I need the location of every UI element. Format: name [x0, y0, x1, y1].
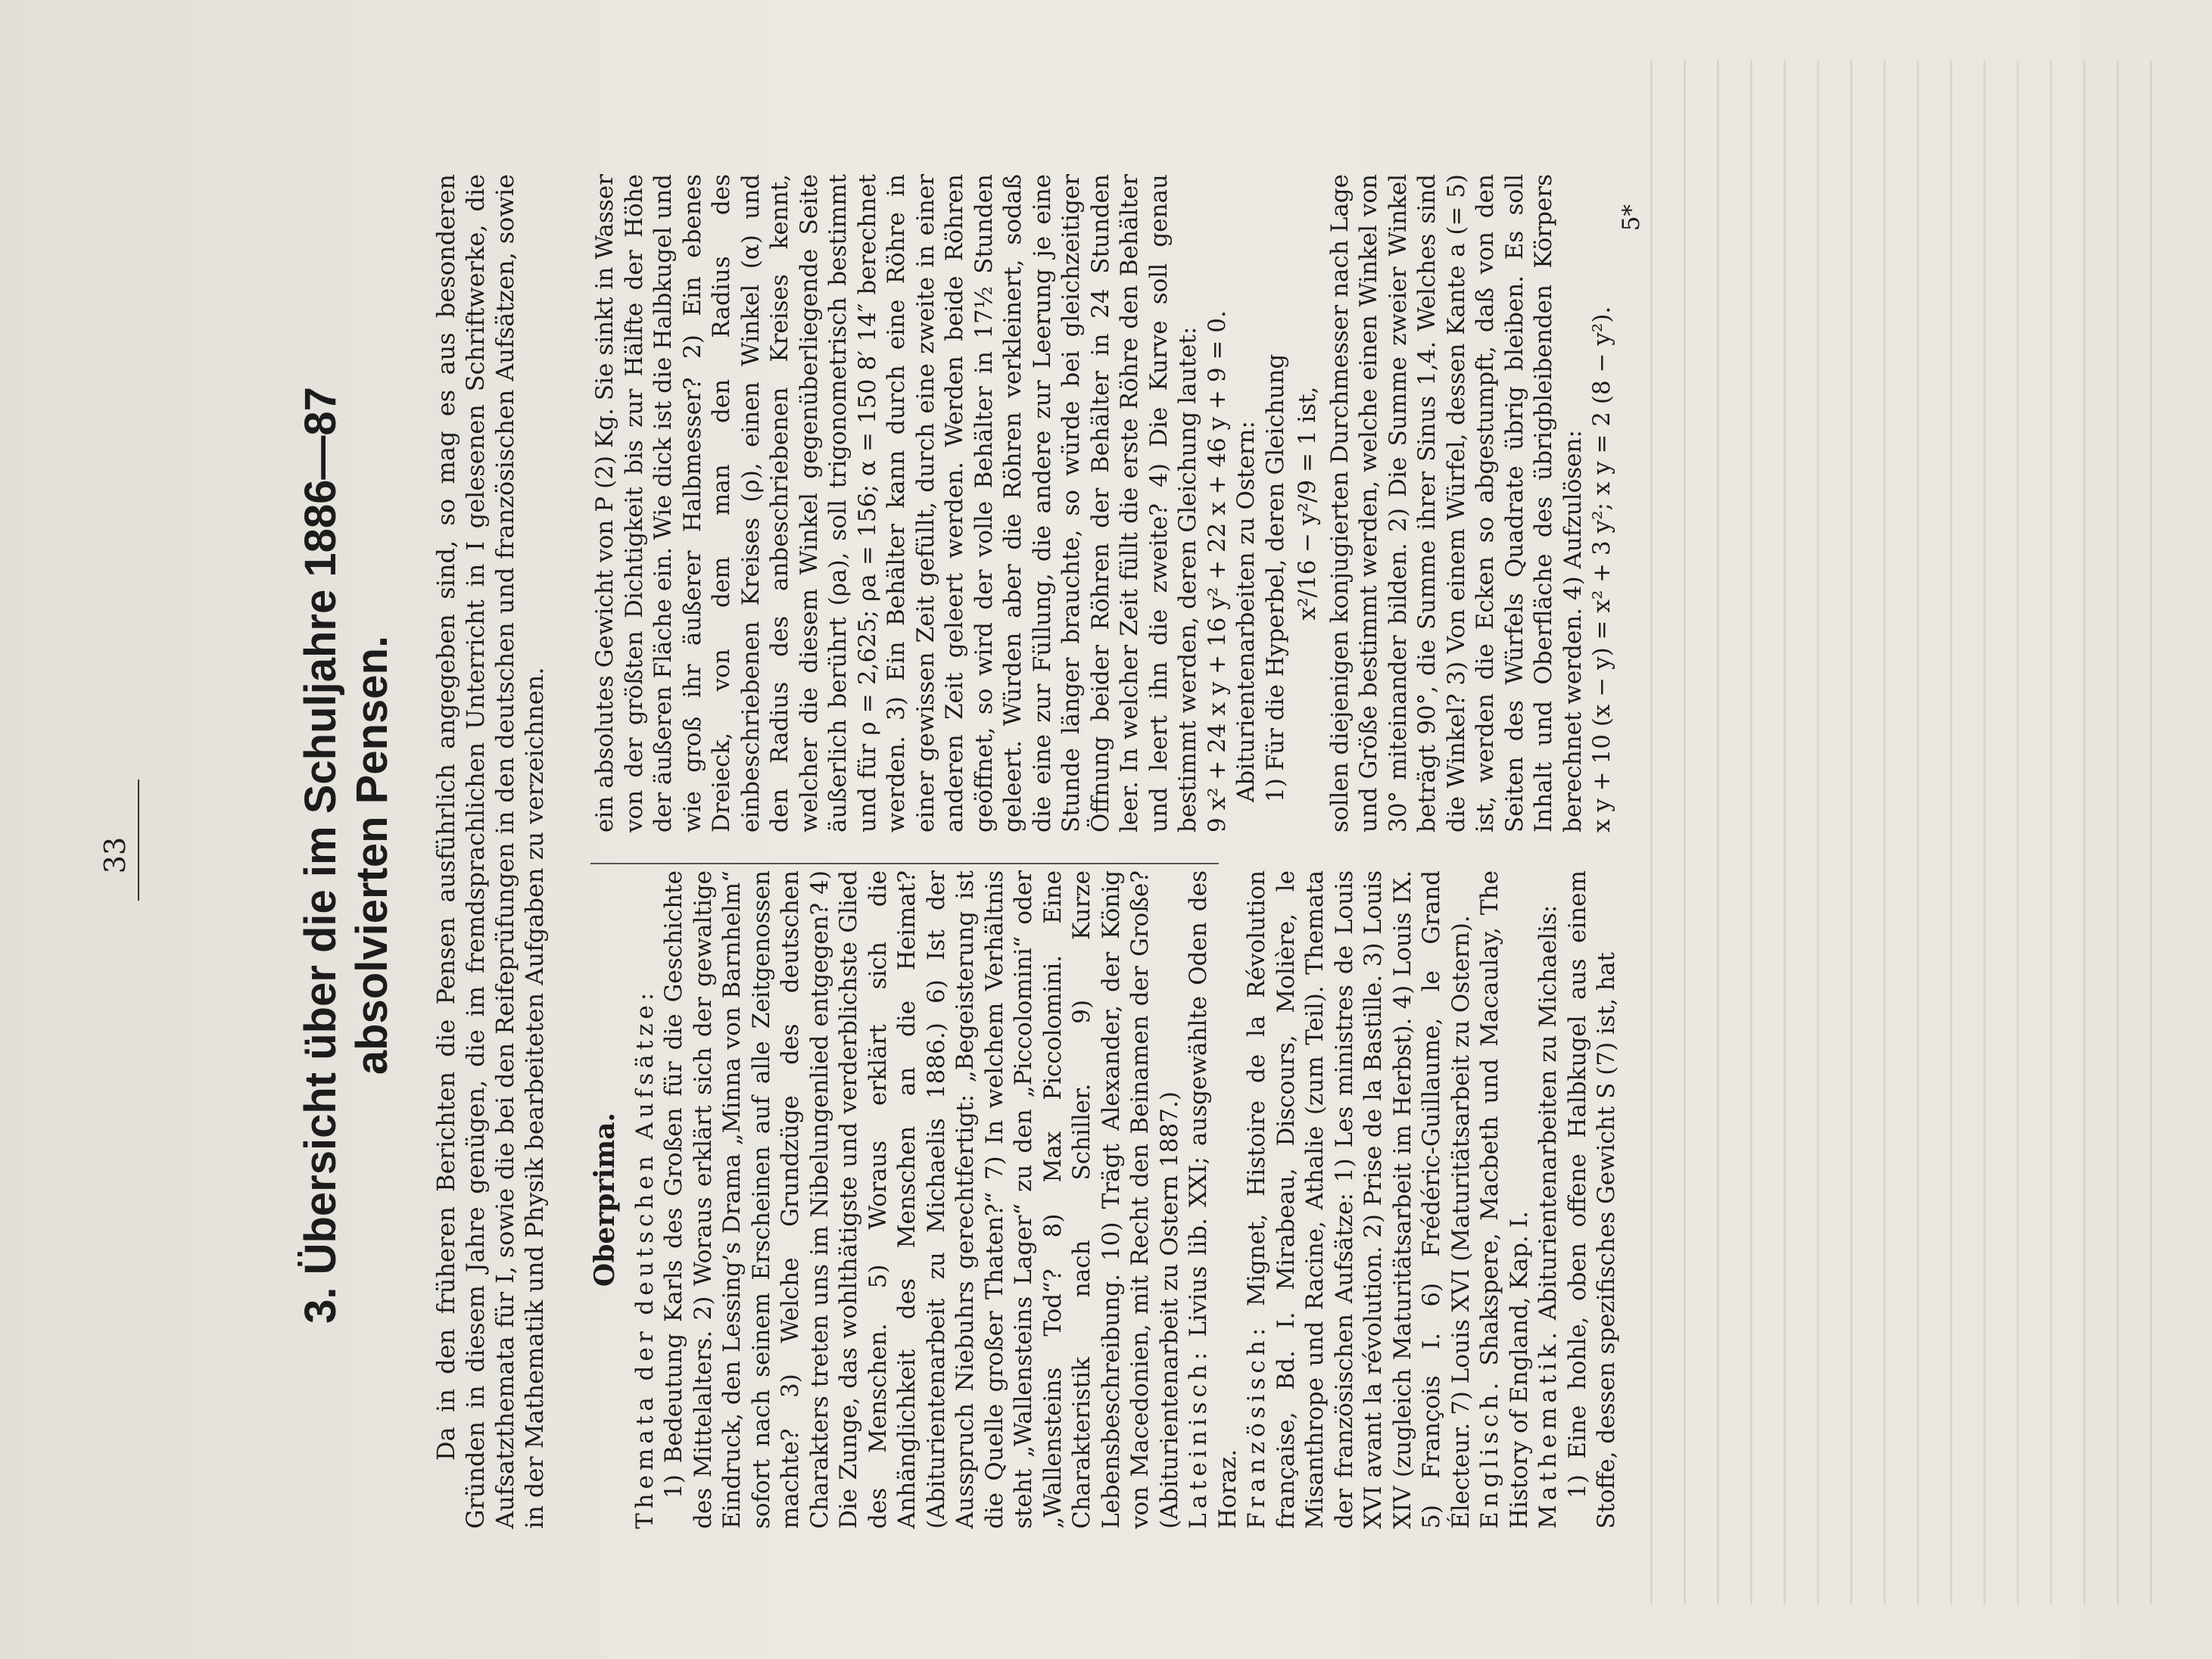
themata-label: Themata der deutschen Aufsätze:: [631, 988, 659, 1529]
header-rule: [138, 780, 139, 901]
column-divider: [590, 863, 1219, 864]
engl-label: Englisch.: [1476, 1377, 1503, 1529]
title-line-1: 3. Übersicht über die im Schuljahre 1886—87: [296, 387, 345, 1324]
left-column: [590, 870, 1622, 1529]
math-label: Mathematik.: [1534, 1328, 1562, 1529]
math-item-1: 1) Eine hohle, oben offene Halbkugel aus einem Stoffe, dessen spezifisches Gewicht S (7) ist, hat: [1563, 870, 1620, 1529]
latein-label: Lateinisch:: [1185, 1347, 1212, 1529]
equation-curve: 9 x² + 24 x y + 16 y² + 22 x + 46 y + 9 = 0.: [1203, 310, 1231, 833]
latein-text: Livius lib. XXI; ausgewählte Oden des Horaz.: [1185, 870, 1242, 1529]
ostern-item-1: 1) Für die Hyperbel, deren Gleichung: [1261, 353, 1289, 802]
right-column: [590, 174, 1646, 833]
franz-paragraph: [1242, 870, 1475, 1529]
math-paragraph: [1534, 870, 1563, 1529]
right-paragraph-2: sollen diejenigen konjugierten Durchmesser nach Lage und Größe bestimmt werden, welche einen Winkel von 30° miteinander bilden. 2) Die Summe zweier Winkel beträgt 90°, die Summe ihrer Sinus 1,4. Welches sind die Winkel? 3) Von einem Würfel, dessen Kante a (= 5) ist, werden die Ecken so abgestumpft, daß von den Seiten des Würfels Quadrate übrig bleiben. Es soll Inhalt und Oberfläche des übrigbleibenden Körpers berechnet werden. 4) Aufzulösen:: [1326, 174, 1587, 833]
signature-mark: 5*: [1617, 204, 1645, 232]
engl-text: Shakspere, Macbeth und Macaulay, The History of England, Kap. I.: [1476, 870, 1533, 1529]
franz-label: Französisch:: [1243, 1323, 1270, 1529]
engl-paragraph: [1475, 870, 1534, 1529]
math-text: Abiturientenarbeiten zu Michaelis:: [1534, 904, 1562, 1321]
franz-text: Mignet, Histoire de la Révolution française, Bd. I. Mirabeau, Discours, Molière, le Misanthrope und Racine, Athalie (zum Teil). Themata der französischen Aufsätze: 1) Les ministres de Louis XVI avant la révolution. 2) Prise de la Bastille. 3) Louis XIV (zugleich Maturitätsarbeit im Herbst). 4) Louis IX. 5) François I. 6) Frédéric-Guillaume, le Grand Électeur. 7) Louis XVI (Maturitätsarbeit zu Ostern).: [1243, 870, 1475, 1529]
equation-system: x y + 10 (x − y) = x² + 3 y²; x y = 2 (8 − y²).: [1588, 306, 1615, 833]
document-page: [0, 83, 2120, 1627]
themata-text: 1) Bedeutung Karls des Großen für die Geschichte des Mittelalters. 2) Woraus erklärt sich der gewaltige Eindruck, den Lessing’s Drama „Minna von Barnhelm“ sofort nach seinem Erscheinen auf alle Zeitgenossen machte? 3) Welche Grundzüge des deutschen Charakters treten uns im Nibelungenlied entgegen? 4) Die Zunge, das wohlthätigste und verderblichste Glied des Menschen. 5) Woraus erklärt sich die Anhänglichkeit des Menschen an die Heimat? (Abiturientenarbeit zu Michaelis 1886.) 6) Ist der Ausspruch Niebuhrs gerechtfertigt: „Begeisterung ist die Quelle großer Thaten?“ 7) In welchem Verhältnis steht „Wallensteins Lager“ zu den „Piccolomini“ oder „Wallensteins Tod“? 8) Max Piccolomini. Eine Charakteristik nach Schiller. 9) Kurze Lebensbeschreibung. 10) Trägt Alexander, der König von Macedonien, mit Recht den Beinamen der Große? (Abiturientenarbeit zu Ostern 1887.): [660, 870, 1183, 1529]
title-line-2: absolvierten Pensen.: [347, 635, 397, 1075]
page-title: [295, 197, 398, 1514]
latein-paragraph: [1184, 870, 1242, 1529]
page-number: 33: [98, 836, 132, 874]
equation-hyperbola: x²/16 − y²/9 = 1 ist,: [1294, 386, 1321, 621]
right-paragraph-1: ein absolutes Gewicht von P (2) Kg. Sie sinkt in Wasser von der größten Dichtigkeit bis zur Hälfte der Höhe der äußeren Fläche ein. Wie dick ist die Halbkugel und wie groß ihr äußerer Halbmesser? 2) Ein ebenes Dreieck, von dem man den Radius des einbeschriebenen Kreises (ρ), einen Winkel (α) und den Radius des anbeschriebenen Kreises kennt, welcher die diesem Winkel gegenüberliegende Seite äußerlich berührt (ρa), soll trigonometrisch bestimmt und für ρ = 2,625; ρa = 156; α = 150 8′ 14″ berechnet werden. 3) Ein Behälter kann durch eine Röhre in einer gewissen Zeit gefüllt, durch eine zweite in einer anderen Zeit geleert werden. Werden beide Röhren geöffnet, so wird der volle Behälter in 17½ Stunden geleert. Würden aber die Röhren verkleinert, sodaß die eine zur Füllung, die andere zur Leerung je eine Stunde länger brauchte, so würde bei gleichzeitiger Öffnung beider Röhren der Behälter in 24 Stunden leer. In welcher Zeit füllt die erste Röhre den Behälter und leert ihn die zweite? 4) Die Kurve soll genau bestimmt werden, deren Gleichung lautet:: [591, 174, 1201, 833]
section-heading: Oberprima.: [589, 1112, 621, 1287]
ostern-label: Abiturientenarbeiten zu Ostern:: [1232, 421, 1260, 802]
intro-paragraph: Da in den früheren Berichten die Pensen ausführlich angegeben sind, so mag es aus besonderen Gründen in diesem Jahre genügen, die im fremdsprachlichen Unterricht in I gelesenen Schriftwerke, die Aufsatzthemata für I, sowie die bei den Reifeprüfungen in den deutschen und französischen Aufsätzen, sowie in der Mathematik und Physik bearbeiteten Aufgaben zu verzeichnen.: [431, 174, 549, 1529]
